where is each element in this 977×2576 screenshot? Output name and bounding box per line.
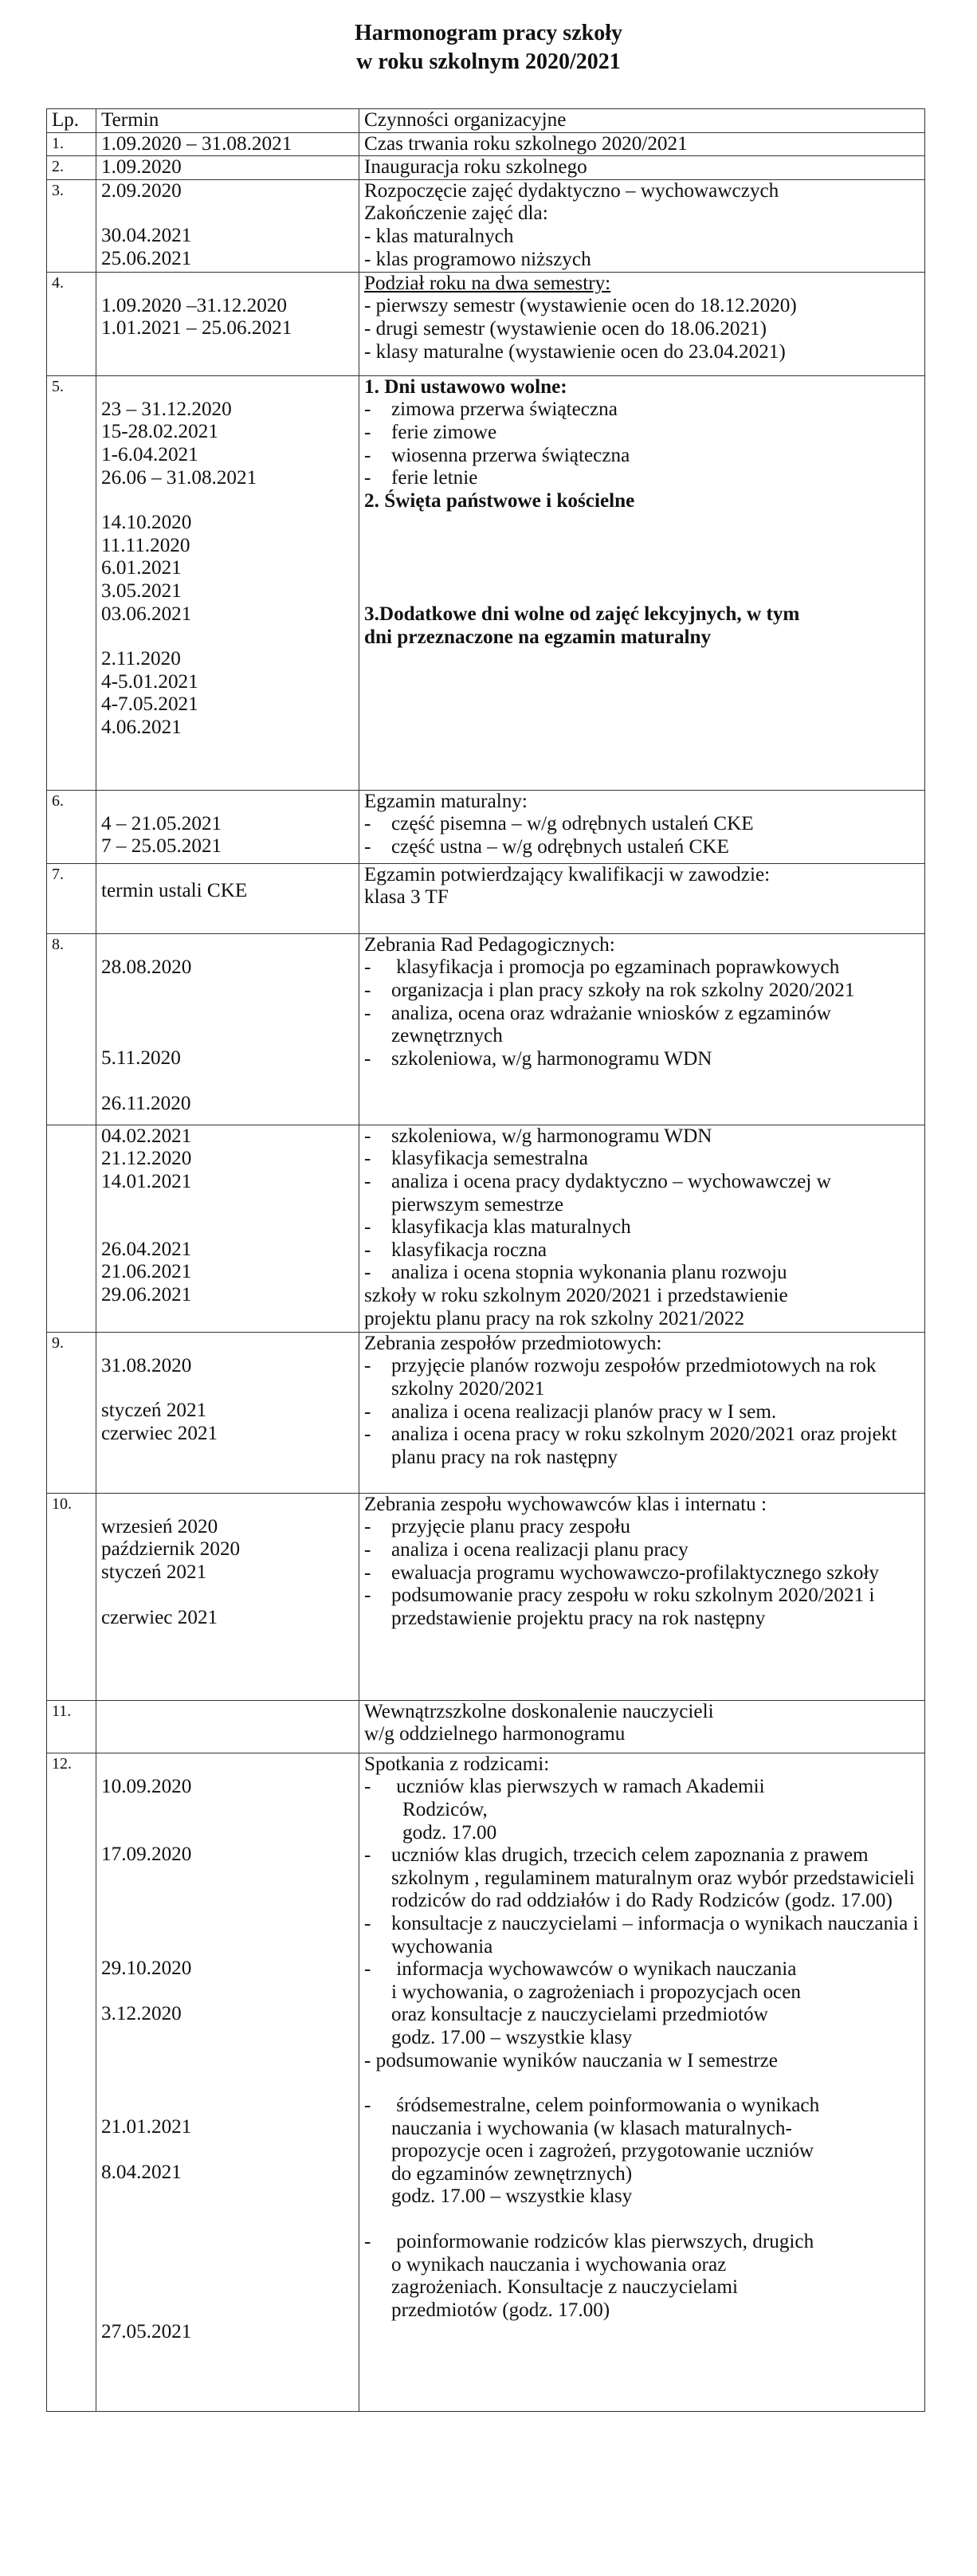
- termin-line: 31.08.2020: [101, 1354, 192, 1376]
- activity-line: Zakończenie zajęć dla:: [364, 202, 548, 225]
- termin-line: 1-6.04.2021: [101, 443, 198, 465]
- termin-line: styczeń 2021: [101, 1400, 207, 1422]
- termin-line: 11.11.2020: [101, 534, 190, 556]
- list-item-text: poinformowanie rodziców klas pierwszych, drugich: [396, 2231, 814, 2253]
- list-item: - uczniów klas drugich, trzecich celem zapoznania z prawem szkolnym , regulaminem maturalnym oraz wybór przedstawicieli rodziców do rad oddziałów i do Rady Rodziców (godz. 17.00): [364, 1844, 920, 1913]
- activity-line: szkoły w roku szkolnym 2020/2021 i przedstawienie: [364, 1284, 788, 1306]
- activity-heading: Egzamin maturalny:: [364, 790, 528, 812]
- list-item-text: i wychowania, o zagrożeniach i propozycjach ocen: [391, 1981, 802, 2003]
- row-number: 6.: [47, 790, 96, 863]
- activity-heading: Zebrania Rad Pedagogicznych:: [364, 933, 615, 956]
- list-item: - przyjęcie planów rozwoju zespołów przedmiotowych na rok szkolny 2020/2021: [364, 1355, 920, 1400]
- row-czynnosci: [359, 272, 925, 375]
- row-number: 7.: [47, 863, 96, 933]
- activity-line: Inauguracja roku szkolnego: [364, 156, 587, 179]
- row-termin: [96, 156, 359, 180]
- termin-line: 29.06.2021: [101, 1283, 192, 1306]
- table-row: [47, 375, 925, 790]
- document-title: [0, 19, 977, 77]
- activity-line: Czas trwania roku szkolnego 2020/2021: [364, 132, 688, 155]
- table-row: [47, 1700, 925, 1753]
- row-czynnosci: [359, 132, 925, 156]
- termin-line: styczeń 2021: [101, 1561, 207, 1583]
- list-item-text: o wynikach nauczania i wychowania oraz: [391, 2253, 727, 2276]
- row-termin: [96, 1700, 359, 1753]
- list-item: - analiza i ocena stopnia wykonania planu rozwoju: [364, 1262, 920, 1285]
- holidays-heading: 2. Święta państwowe i kościelne: [364, 489, 635, 512]
- list-item: - wiosenna przerwa świąteczna: [364, 445, 920, 468]
- termin-line: 03.06.2021: [101, 603, 192, 625]
- list-item: - szkoleniowa, w/g harmonogramu WDN: [364, 1048, 920, 1071]
- header-lp: Lp.: [47, 109, 96, 133]
- row-termin: [96, 933, 359, 1125]
- row-czynnosci: [359, 375, 925, 790]
- activity-heading: Zebrania zespołu wychowawców klas i internatu :: [364, 1493, 767, 1515]
- row-czynnosci: [359, 179, 925, 272]
- row-termin: [96, 1125, 359, 1332]
- activity-heading: Zebrania zespołów przedmiotowych:: [364, 1332, 662, 1354]
- list-item: - podsumowanie pracy zespołu w roku szkolnym 2020/2021 i przedstawienie projektu pracy na rok następny: [364, 1584, 920, 1630]
- list-item: - analiza i ocena realizacji planów pracy w I sem.: [364, 1401, 920, 1424]
- row-termin: [96, 272, 359, 375]
- table-row: [47, 1125, 925, 1332]
- termin-line: 21.06.2021: [101, 1261, 192, 1283]
- termin-line: 4-5.01.2021: [101, 670, 198, 693]
- row-number: 2.: [47, 156, 96, 180]
- termin-line: 3.05.2021: [101, 579, 182, 602]
- header-czynnosci: Czynności organizacyjne: [359, 109, 925, 133]
- table-row: [47, 790, 925, 863]
- termin-line: 21.12.2020: [101, 1148, 192, 1170]
- row-termin: [96, 1753, 359, 2411]
- row-czynnosci: [359, 790, 925, 863]
- activity-heading: Spotkania z rodzicami:: [364, 1753, 550, 1775]
- row-termin: [96, 790, 359, 863]
- row-number: 4.: [47, 272, 96, 375]
- list-item-text: godz. 17.00 – wszystkie klasy: [391, 2185, 633, 2208]
- termin-line: czerwiec 2021: [101, 1422, 218, 1444]
- row-termin: [96, 1332, 359, 1493]
- activity-line: klasa 3 TF: [364, 886, 449, 909]
- list-item: - część ustna – w/g odrębnych ustaleń CKE: [364, 836, 920, 859]
- list-item-text: godz. 17.00 – wszystkie klasy: [391, 2026, 633, 2048]
- row-number: 8.: [47, 933, 96, 1125]
- list-item: - szkoleniowa, w/g harmonogramu WDN: [364, 1125, 920, 1149]
- activity-line: - klasy maturalne (wystawienie ocen do 23.04.2021): [364, 340, 786, 363]
- row-number: 12.: [47, 1753, 96, 2411]
- row-number: 5.: [47, 375, 96, 790]
- activity-line: - klas maturalnych: [364, 225, 514, 247]
- table-row: [47, 179, 925, 272]
- row-number: 3.: [47, 179, 96, 272]
- list-item-text: oraz konsultacje z nauczycielami przedmiotów: [391, 2004, 768, 2026]
- row-number: 10.: [47, 1493, 96, 1700]
- header-termin: Termin: [96, 109, 359, 133]
- list-item-text: godz. 17.00: [402, 1821, 497, 1844]
- list-item-text: zagrożeniach. Konsultacje z nauczycielami: [391, 2276, 738, 2299]
- list-item-text: propozycje ocen i zagrożeń, przygotowanie uczniów: [391, 2140, 814, 2162]
- days-off-heading: 1. Dni ustawowo wolne:: [364, 375, 567, 398]
- list-item: [364, 2095, 920, 2209]
- list-item-text: do egzaminów zewnętrznych): [391, 2162, 633, 2185]
- activity-line: - pierwszy semestr (wystawienie ocen do 18.12.2020): [364, 295, 797, 317]
- termin-line: 5.11.2020: [101, 1047, 181, 1070]
- table-row: [47, 1332, 925, 1493]
- activity-line: Wewnątrzszkolne doskonalenie nauczycieli: [364, 1700, 714, 1722]
- list-item: - klasyfikacja roczna: [364, 1239, 920, 1262]
- semester-heading: Podział roku na dwa semestry:: [364, 272, 611, 294]
- row-termin: [96, 375, 359, 790]
- termin-line: 2.11.2020: [101, 648, 181, 670]
- list-item: [364, 2231, 920, 2322]
- termin-line: 3.12.2020: [101, 2002, 182, 2024]
- activity-line: - drugi semestr (wystawienie ocen do 18.06.2021): [364, 317, 767, 340]
- table-row: [47, 156, 925, 180]
- table-header-row: [47, 109, 925, 133]
- row-czynnosci: [359, 1332, 925, 1493]
- row-number: 1.: [47, 132, 96, 156]
- termin-line: 6.01.2021: [101, 557, 182, 579]
- table-row: [47, 1493, 925, 1700]
- termin-line: 27.05.2021: [101, 2321, 192, 2343]
- list-item-text: uczniów klas pierwszych w ramach Akademii: [396, 1776, 765, 1798]
- termin-line: 2.09.2020: [101, 179, 182, 202]
- list-item-text: nauczania i wychowania (w klasach maturalnych-: [391, 2117, 792, 2139]
- termin-line: 25.06.2021: [101, 247, 192, 269]
- table-row: [47, 1753, 925, 2411]
- termin-line: 26.04.2021: [101, 1238, 192, 1260]
- list-item: - przyjęcie planu pracy zespołu: [364, 1516, 920, 1539]
- row-czynnosci: [359, 156, 925, 180]
- termin-line: 1.09.2020: [101, 156, 182, 179]
- termin-line: 4 – 21.05.2021: [101, 812, 222, 834]
- row-number: [47, 1125, 96, 1332]
- termin-line: 17.09.2020: [101, 1844, 192, 1866]
- termin-line: 1.09.2020 – 31.08.2021: [101, 132, 292, 155]
- activity-line: projektu planu pracy na rok szkolny 2021/2022: [364, 1307, 745, 1329]
- row-number: 11.: [47, 1700, 96, 1753]
- row-czynnosci: [359, 863, 925, 933]
- activity-line: w/g oddzielnego harmonogramu: [364, 1723, 626, 1745]
- row-termin: [96, 1493, 359, 1700]
- additional-days-heading-2: dni przeznaczone na egzamin maturalny: [364, 626, 712, 648]
- termin-line: termin ustali CKE: [101, 879, 248, 901]
- table-row: [47, 933, 925, 1125]
- list-item: - analiza, ocena oraz wdrażanie wniosków z egzaminów zewnętrznych: [364, 1003, 920, 1048]
- table-row: [47, 132, 925, 156]
- list-item: - ferie letnie: [364, 467, 920, 490]
- termin-line: 04.02.2021: [101, 1125, 192, 1147]
- list-item: - analiza i ocena pracy w roku szkolnym 2020/2021 oraz projekt planu pracy na rok następny: [364, 1423, 920, 1469]
- termin-line: 26.11.2020: [101, 1092, 191, 1114]
- termin-line: 14.10.2020: [101, 512, 192, 534]
- activity-heading: [364, 273, 920, 296]
- termin-line: 26.06 – 31.08.2021: [101, 466, 257, 489]
- termin-line: 4.06.2021: [101, 716, 182, 738]
- termin-line: wrzesień 2020: [101, 1515, 218, 1537]
- termin-line: 28.08.2020: [101, 956, 192, 978]
- list-item-text: informacja wychowawców o wynikach nauczania: [396, 1958, 797, 1981]
- additional-days-heading: 3.Dodatkowe dni wolne od zajęć lekcyjnych, w tym: [364, 603, 800, 626]
- termin-line: 8.04.2021: [101, 2161, 182, 2183]
- termin-line: 29.10.2020: [101, 1957, 192, 1979]
- termin-line: 23 – 31.12.2020: [101, 398, 232, 420]
- row-czynnosci: [359, 1125, 925, 1332]
- list-item-text: Rodziców,: [402, 1798, 488, 1820]
- row-czynnosci: [359, 933, 925, 1125]
- list-item: - klasyfikacja i promocja po egzaminach poprawkowych: [364, 956, 920, 980]
- activity-line: - podsumowanie wyników nauczania w I semestrze: [364, 2049, 778, 2071]
- list-item: [364, 1776, 920, 1844]
- termin-line: 4-7.05.2021: [101, 693, 198, 716]
- list-item: - zimowa przerwa świąteczna: [364, 399, 920, 422]
- row-czynnosci: [359, 1753, 925, 2411]
- termin-line: 14.01.2021: [101, 1170, 192, 1192]
- activity-line: - klas programowo niższych: [364, 248, 591, 270]
- list-item: - część pisemna – w/g odrębnych ustaleń CKE: [364, 813, 920, 836]
- termin-line: czerwiec 2021: [101, 1606, 218, 1628]
- list-item: - ewaluacja programu wychowawczo-profilaktycznego szkoły: [364, 1562, 920, 1585]
- termin-line: 1.01.2021 – 25.06.2021: [101, 317, 292, 340]
- termin-line: październik 2020: [101, 1538, 241, 1561]
- list-item: - analiza i ocena pracy dydaktyczno – wychowawczej w pierwszym semestrze: [364, 1171, 920, 1216]
- list-item: - ferie zimowe: [364, 422, 920, 445]
- termin-line: 15-28.02.2021: [101, 421, 218, 443]
- termin-line: 7 – 25.05.2021: [101, 835, 222, 858]
- list-item: - klasyfikacja semestralna: [364, 1148, 920, 1171]
- table-row: [47, 272, 925, 375]
- schedule-table: [46, 108, 925, 2412]
- list-item: - klasyfikacja klas maturalnych: [364, 1216, 920, 1239]
- activity-line: Egzamin potwierdzający kwalifikacji w zawodzie:: [364, 863, 771, 886]
- row-termin: [96, 132, 359, 156]
- termin-line: 30.04.2021: [101, 225, 192, 247]
- row-number: 9.: [47, 1332, 96, 1493]
- list-item: - analiza i ocena realizacji planu pracy: [364, 1539, 920, 1562]
- termin-line: 21.01.2021: [101, 2116, 192, 2138]
- title-line-2: w roku szkolnym 2020/2021: [356, 49, 621, 74]
- row-termin: [96, 179, 359, 272]
- activity-line: Rozpoczęcie zajęć dydaktyczno – wychowawczych: [364, 179, 779, 202]
- row-termin: [96, 863, 359, 933]
- list-item: - organizacja i plan pracy szkoły na rok szkolny 2020/2021: [364, 980, 920, 1003]
- termin-line: 1.09.2020 –31.12.2020: [101, 294, 287, 316]
- list-item-text: śródsemestralne, celem poinformowania o wynikach: [396, 2095, 820, 2117]
- termin-line: 10.09.2020: [101, 1775, 192, 1797]
- list-item-text: przedmiotów (godz. 17.00): [391, 2299, 610, 2321]
- table-row: [47, 863, 925, 933]
- list-item: - konsultacje z nauczycielami – informacja o wynikach nauczania i wychowania: [364, 1913, 920, 1958]
- title-line-1: Harmonogram pracy szkoły: [355, 21, 622, 45]
- list-item: [364, 1958, 920, 2049]
- row-czynnosci: [359, 1700, 925, 1753]
- row-czynnosci: [359, 1493, 925, 1700]
